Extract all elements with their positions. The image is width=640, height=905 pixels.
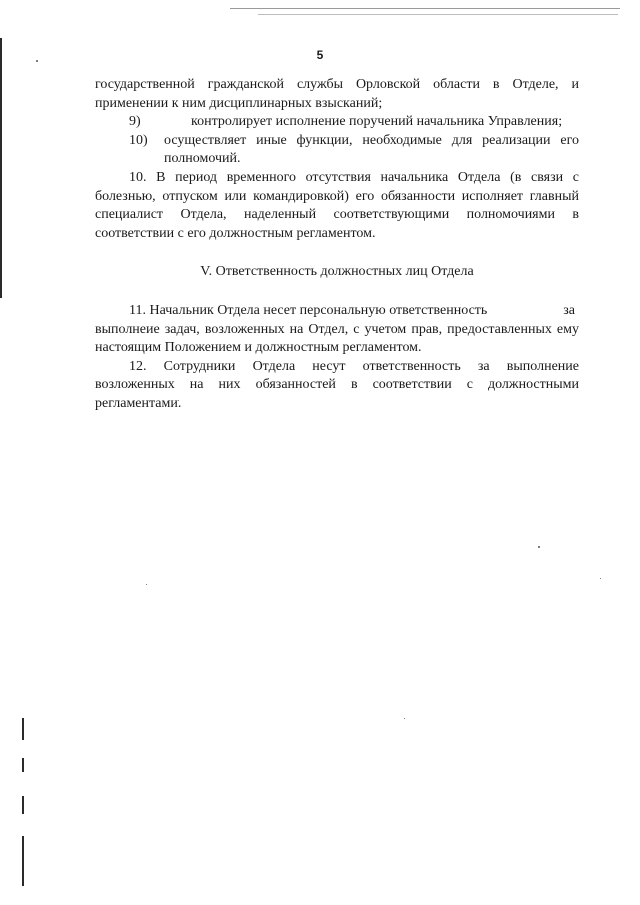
list-item-text: осуществляет иные функции, необходимые для реализации его полномочий.	[164, 132, 579, 167]
scan-edge-mark	[0, 38, 2, 298]
paragraph-11	[95, 302, 579, 358]
scan-speck	[146, 584, 147, 585]
paragraph-10: 10. В период временного отсутствия начальника Отдела (в связи с болезнью, отпуском или командировкой) его обязанности исполняет главный специалист Отдела, наделенный соответствующими полномочиями в соответствии с его должностным регламентом.	[95, 169, 579, 241]
scan-edge-mark	[22, 796, 24, 814]
scan-speck	[538, 546, 540, 548]
scan-artifact-line	[258, 14, 618, 15]
list-item-number: 10)	[129, 132, 148, 148]
list-item-number: 9)	[129, 114, 141, 130]
paragraph-12: 12. Сотрудники Отдела несут ответственность за выполнение возложенных на них обязанностей в соответствии с должностными регламентами.	[95, 358, 579, 411]
scan-edge-mark	[22, 718, 24, 740]
paragraph-11-rest: выполнеие задач, возложенных на Отдел, с учетом прав, предоставленных ему настоящим Положением и должностным регламентом.	[95, 321, 579, 356]
document-body	[95, 76, 579, 414]
list-item-10	[95, 132, 579, 169]
section-heading: V. Ответственность должностных лиц Отдела	[200, 264, 474, 280]
scan-speck	[404, 718, 405, 719]
page-number: 5	[316, 48, 324, 62]
scan-edge-mark	[22, 836, 24, 886]
paragraph-11-za: за	[563, 302, 575, 318]
scan-edge-mark	[22, 758, 24, 772]
scan-artifact-line	[230, 8, 620, 9]
paragraph-11-start: 11. Начальник Отдела несет персональную ответственность	[129, 302, 488, 318]
paragraph-11-first-line	[95, 302, 579, 321]
list-item-text: контролирует исполнение поручений начальника Управления;	[191, 114, 563, 130]
paragraph-continuation: государственной гражданской службы Орловской области в Отделе, и применении к ним дисциплинарных взысканий;	[95, 77, 579, 111]
scan-speck	[600, 578, 601, 579]
list-item-9	[95, 113, 579, 132]
